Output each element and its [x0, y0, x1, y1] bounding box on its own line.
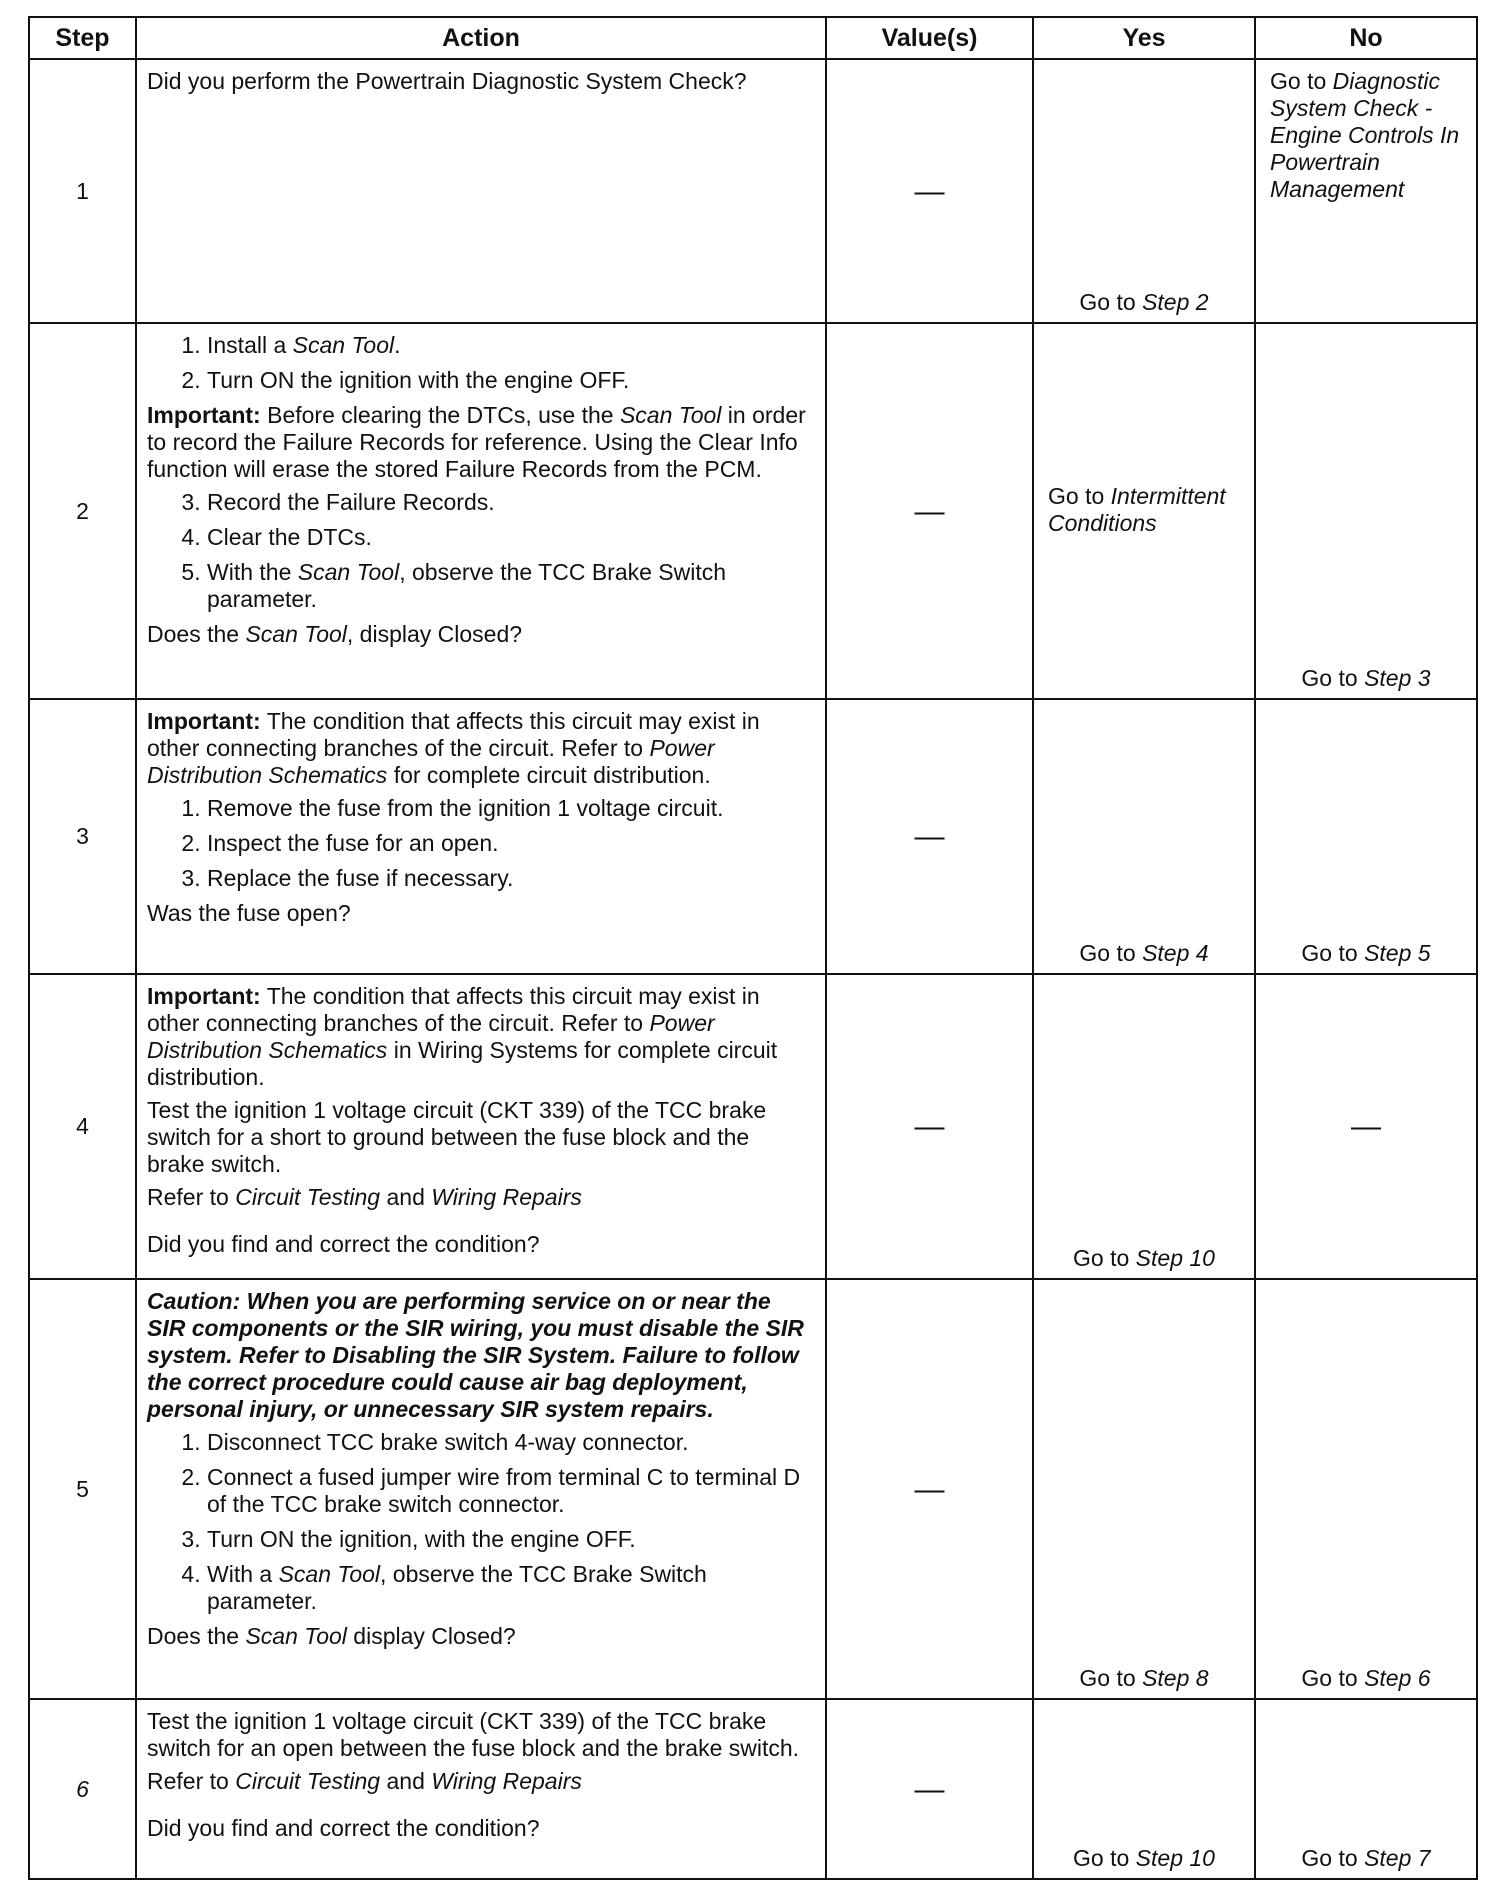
yes-prefix: Go to	[1048, 483, 1111, 509]
yes-cell	[1033, 59, 1255, 323]
step-number: 5	[29, 1279, 136, 1699]
instruction-list	[147, 1429, 813, 1615]
list-item: 4. Clear the DTCs.	[207, 524, 813, 551]
list-item: 1. Disconnect TCC brake switch 4-way connector.	[207, 1429, 813, 1456]
wiring-repairs-link[interactable]: Wiring Repairs	[431, 1768, 582, 1794]
yes-cell	[1033, 699, 1255, 974]
no-prefix: Go to	[1270, 68, 1333, 94]
question: Did you find and correct the condition?	[147, 1815, 540, 1841]
action-cell	[136, 1279, 826, 1699]
yes-link[interactable]: Step 8	[1142, 1665, 1209, 1691]
important-note: Important: The condition that affects this circuit may exist in other connecting branches of the circuit. Refer to Power Distribution Schematics for complete circuit distribution.	[147, 708, 760, 788]
value-cell: —	[826, 59, 1033, 323]
list-item: 4. With a Scan Tool, observe the TCC Brake Switch parameter.	[207, 1561, 813, 1615]
refer-line: Refer to Circuit Testing and Wiring Repairs	[147, 1184, 582, 1210]
yes-prefix: Go to	[1079, 940, 1143, 966]
header-action: Action	[136, 17, 826, 59]
circuit-testing-link[interactable]: Circuit Testing	[235, 1768, 381, 1794]
header-step: Step	[29, 17, 136, 59]
list-item: 3. Turn ON the ignition, with the engine OFF.	[207, 1526, 813, 1553]
value-cell: —	[826, 1279, 1033, 1699]
yes-prefix: Go to	[1079, 1665, 1143, 1691]
step-number: 2	[29, 323, 136, 699]
no-cell: —	[1255, 974, 1477, 1279]
yes-cell	[1033, 974, 1255, 1279]
list-item: 3. Replace the fuse if necessary.	[207, 865, 813, 892]
list-item: 5. With the Scan Tool, observe the TCC Brake Switch parameter.	[207, 559, 813, 613]
refer-line: Refer to Circuit Testing and Wiring Repairs	[147, 1768, 582, 1794]
yes-link[interactable]: Step 10	[1135, 1845, 1215, 1871]
no-cell	[1255, 699, 1477, 974]
list-item: 2. Inspect the fuse for an open.	[207, 830, 813, 857]
action-cell	[136, 974, 826, 1279]
table-row	[29, 974, 1477, 1279]
test-instruction: Test the ignition 1 voltage circuit (CKT 339) of the TCC brake switch for a short to ground between the fuse block and the brake switch.	[147, 1097, 767, 1177]
wiring-repairs-link[interactable]: Wiring Repairs	[431, 1184, 582, 1210]
step-number: 4	[29, 974, 136, 1279]
list-item: 1. Install a Scan Tool.	[207, 332, 813, 359]
table-row	[29, 1699, 1477, 1879]
value-cell: —	[826, 974, 1033, 1279]
list-item: 2. Turn ON the ignition with the engine OFF.	[207, 367, 813, 394]
question: Does the Scan Tool display Closed?	[147, 1623, 516, 1649]
no-link[interactable]: Diagnostic System Check - Engine Controls In Powertrain Management	[1270, 68, 1460, 202]
table-row	[29, 1279, 1477, 1699]
yes-prefix: Go to	[1073, 1245, 1136, 1271]
action-cell	[136, 59, 826, 323]
yes-link[interactable]: Step 10	[1135, 1245, 1215, 1271]
header-no: No	[1255, 17, 1477, 59]
instruction-list	[147, 332, 813, 394]
yes-prefix: Go to	[1079, 289, 1143, 315]
value-cell: —	[826, 1699, 1033, 1879]
value-cell: —	[826, 323, 1033, 699]
circuit-testing-link[interactable]: Circuit Testing	[235, 1184, 381, 1210]
yes-cell	[1033, 323, 1255, 699]
instruction-list	[147, 489, 813, 613]
step-number: 3	[29, 699, 136, 974]
no-prefix: Go to	[1301, 1665, 1365, 1691]
table-row	[29, 699, 1477, 974]
no-link[interactable]: Step 3	[1364, 665, 1431, 691]
instruction-list	[147, 795, 813, 892]
no-cell	[1255, 323, 1477, 699]
list-item: 1. Remove the fuse from the ignition 1 voltage circuit.	[207, 795, 813, 822]
yes-prefix: Go to	[1073, 1845, 1136, 1871]
no-prefix: Go to	[1301, 665, 1365, 691]
header-row	[29, 17, 1477, 59]
no-link[interactable]: Step 7	[1364, 1845, 1431, 1871]
no-cell	[1255, 1279, 1477, 1699]
no-link[interactable]: Step 5	[1364, 940, 1431, 966]
step-number: 6	[29, 1699, 136, 1879]
yes-cell	[1033, 1699, 1255, 1879]
important-note: Important: Before clearing the DTCs, use the Scan Tool in order to record the Failure Records for reference. Using the Clear Info function will erase the stored Failure Records from the PCM.	[147, 402, 806, 482]
header-yes: Yes	[1033, 17, 1255, 59]
list-item: 3. Record the Failure Records.	[207, 489, 813, 516]
value-cell: —	[826, 699, 1033, 974]
yes-link[interactable]: Intermittent Conditions	[1048, 483, 1226, 536]
step-number: 1	[29, 59, 136, 323]
question: Did you find and correct the condition?	[147, 1231, 540, 1257]
important-note: Important: The condition that affects this circuit may exist in other connecting branches of the circuit. Refer to Power Distribution Schematics in Wiring Systems for complete circuit distribution.	[147, 983, 778, 1090]
no-cell	[1255, 59, 1477, 323]
action-cell	[136, 699, 826, 974]
test-instruction: Test the ignition 1 voltage circuit (CKT 339) of the TCC brake switch for an open between the fuse block and the brake switch.	[147, 1708, 800, 1761]
no-cell	[1255, 1699, 1477, 1879]
yes-link[interactable]: Step 2	[1142, 289, 1209, 315]
table-row	[29, 59, 1477, 323]
question: Does the Scan Tool, display Closed?	[147, 621, 523, 647]
action-cell	[136, 323, 826, 699]
table-row	[29, 323, 1477, 699]
no-prefix: Go to	[1301, 940, 1365, 966]
list-item: 2. Connect a fused jumper wire from terminal C to terminal D of the TCC brake switch connector.	[207, 1464, 813, 1518]
question: Did you perform the Powertrain Diagnostic System Check?	[147, 68, 747, 94]
no-link[interactable]: Step 6	[1364, 1665, 1431, 1691]
header-values: Value(s)	[826, 17, 1033, 59]
question: Was the fuse open?	[147, 900, 351, 926]
no-prefix: Go to	[1301, 1845, 1365, 1871]
diagnostic-table	[28, 16, 1478, 1880]
yes-cell	[1033, 1279, 1255, 1699]
yes-link[interactable]: Step 4	[1142, 940, 1209, 966]
action-cell	[136, 1699, 826, 1879]
caution-note: Caution: When you are performing service on or near the SIR components or the SIR wiring, you must disable the SIR system. Refer to Disabling the SIR System. Failure to follow the correct procedure could cause air bag deployment, personal injury, or unnecessary SIR system repairs.	[147, 1288, 804, 1422]
